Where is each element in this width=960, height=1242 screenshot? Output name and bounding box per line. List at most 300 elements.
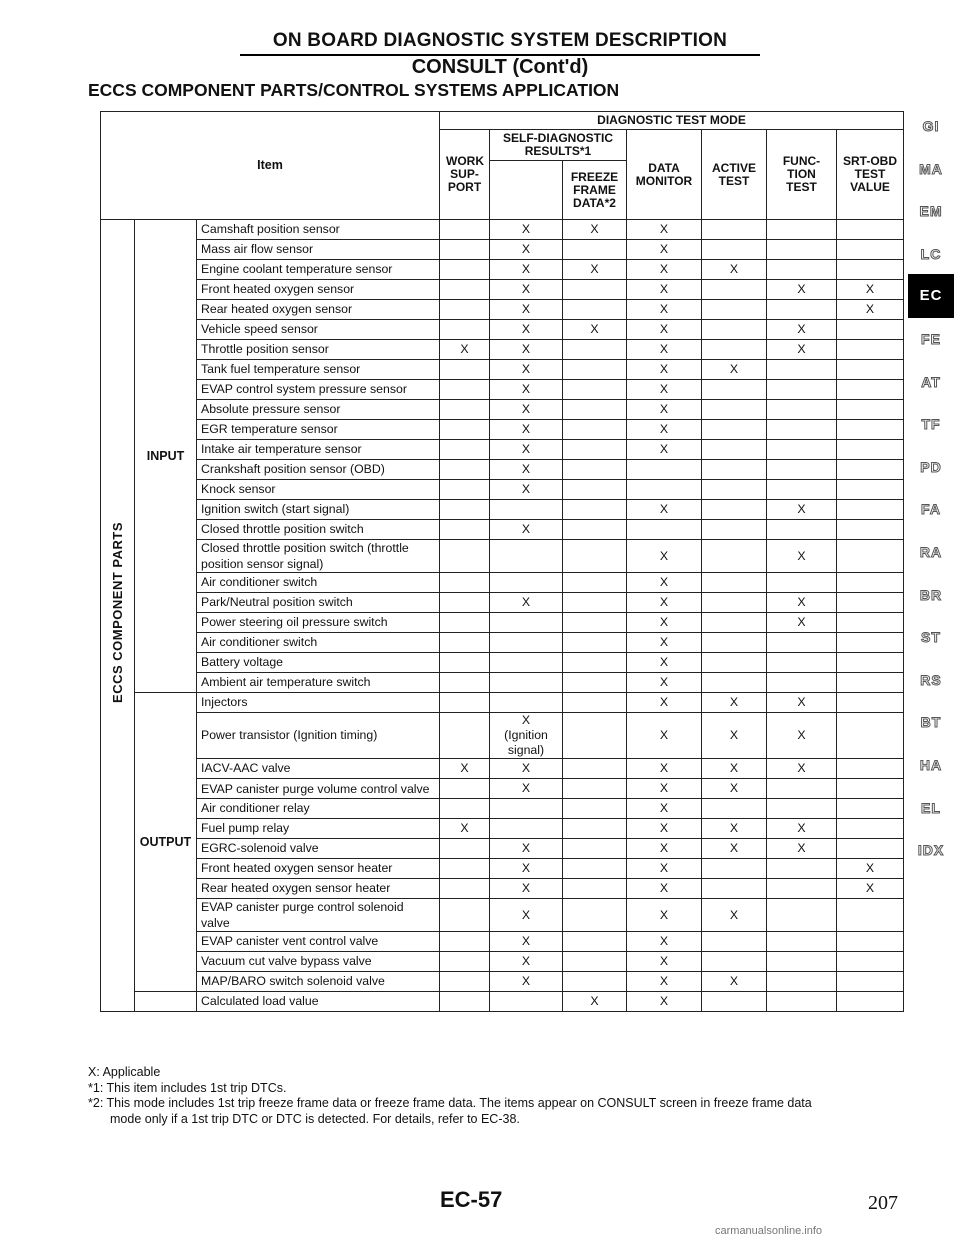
cell-at (702, 380, 767, 400)
cell-at (702, 220, 767, 240)
cell-srt (837, 593, 904, 613)
cell-sd (490, 819, 563, 839)
cell-sd (490, 713, 563, 759)
cell-at (702, 440, 767, 460)
cell-srt (837, 972, 904, 992)
cell-dm: X (627, 400, 702, 420)
cell-srt (837, 992, 904, 1012)
cell-ff (563, 380, 627, 400)
cell-sd (490, 540, 563, 573)
table-row (101, 440, 904, 460)
section-tab-el[interactable]: EL (921, 799, 941, 816)
cell-ff (563, 799, 627, 819)
cell-dm: X (627, 653, 702, 673)
note-1: *1: This item includes 1st trip DTCs. (88, 1080, 287, 1095)
cell-ft (767, 240, 837, 260)
table-row (101, 460, 904, 480)
cell-srt (837, 400, 904, 420)
cell-at: X (702, 899, 767, 932)
input-label: INPUT (135, 220, 197, 693)
cell-sd: X (490, 400, 563, 420)
cell-at (702, 280, 767, 300)
item-name: Tank fuel temperature sensor (197, 360, 440, 380)
cell-srt (837, 673, 904, 693)
cell-ff (563, 713, 627, 759)
cell-dm (627, 520, 702, 540)
item-name: Mass air flow sensor (197, 240, 440, 260)
cell-ft: X (767, 593, 837, 613)
group-label-cell (101, 220, 135, 1012)
table-row (101, 653, 904, 673)
cell-ws (440, 360, 490, 380)
cell-dm: X (627, 593, 702, 613)
cell-sd (490, 653, 563, 673)
cell-ft: X (767, 759, 837, 779)
cell-dm: X (627, 972, 702, 992)
cell-ft: X (767, 340, 837, 360)
cell-sd: X (490, 320, 563, 340)
cell-sd: X (490, 899, 563, 932)
cell-ff (563, 400, 627, 420)
table-row (101, 992, 904, 1012)
cell-dm: X (627, 320, 702, 340)
col-self-diagnostic: SELF-DIAGNOSTIC RESULTS*1 (490, 130, 627, 161)
item-name: IACV-AAC valve (197, 759, 440, 779)
cell-ws: X (440, 759, 490, 779)
cell-sd: X (490, 240, 563, 260)
cell-ff (563, 480, 627, 500)
cell-at (702, 420, 767, 440)
cell-sd: X (490, 340, 563, 360)
item-name: Absolute pressure sensor (197, 400, 440, 420)
table-row (101, 320, 904, 340)
cell-ws (440, 839, 490, 859)
cell-dm: X (627, 819, 702, 839)
cell-sd (490, 633, 563, 653)
cell-dm: X (627, 879, 702, 899)
cell-dm: X (627, 280, 702, 300)
cell-ft (767, 460, 837, 480)
cell-srt (837, 540, 904, 573)
item-name: Rear heated oxygen sensor heater (197, 879, 440, 899)
item-name: Vehicle speed sensor (197, 320, 440, 340)
cell-srt (837, 240, 904, 260)
section-tab-gi[interactable]: GI (922, 118, 940, 134)
item-name: Park/Neutral position switch (197, 593, 440, 613)
item-name: Air conditioner relay (197, 799, 440, 819)
cell-ft (767, 673, 837, 693)
cell-srt (837, 613, 904, 633)
cell-sd: X (490, 460, 563, 480)
item-name: Closed throttle position switch (197, 520, 440, 540)
cell-ff (563, 952, 627, 972)
cell-ws (440, 400, 490, 420)
table-row (101, 593, 904, 613)
col-active-test: ACTIVE TEST (702, 130, 767, 220)
cell-sd: X (490, 520, 563, 540)
cell-sd: X (490, 300, 563, 320)
cell-ft (767, 859, 837, 879)
cell-ff (563, 879, 627, 899)
cell-dm: X (627, 633, 702, 653)
cell-sd: X (490, 360, 563, 380)
cell-ws (440, 673, 490, 693)
cell-ft (767, 899, 837, 932)
cell-ws (440, 380, 490, 400)
cell-at: X (702, 713, 767, 759)
item-name: Knock sensor (197, 480, 440, 500)
mark-x: X (521, 713, 531, 727)
cell-srt (837, 320, 904, 340)
cell-srt (837, 380, 904, 400)
cell-ws (440, 693, 490, 713)
cell-dm: X (627, 240, 702, 260)
item-name: MAP/BARO switch solenoid valve (197, 972, 440, 992)
cell-sd: X (490, 260, 563, 280)
cell-ft (767, 932, 837, 952)
cell-ws (440, 952, 490, 972)
cell-ft (767, 972, 837, 992)
cell-at (702, 480, 767, 500)
cell-at: X (702, 779, 767, 799)
table-row (101, 500, 904, 520)
cell-ws (440, 440, 490, 460)
table-row (101, 713, 904, 759)
diag-mode-header: DIAGNOSTIC TEST MODE (440, 112, 904, 130)
cell-ff (563, 420, 627, 440)
cell-dm (627, 460, 702, 480)
cell-at: X (702, 360, 767, 380)
cell-ft (767, 300, 837, 320)
cell-ft: X (767, 540, 837, 573)
cell-at (702, 879, 767, 899)
cell-at (702, 932, 767, 952)
section-tab-em[interactable]: EM (919, 203, 943, 220)
cell-ft (767, 380, 837, 400)
cell-ff (563, 633, 627, 653)
item-name: Engine coolant temperature sensor (197, 260, 440, 280)
cell-dm: X (627, 300, 702, 320)
diagnostic-table (100, 111, 904, 1012)
item-name: Closed throttle position switch (throttle position sensor signal) (197, 540, 440, 573)
cell-sd (490, 613, 563, 633)
cell-srt (837, 759, 904, 779)
cell-srt (837, 819, 904, 839)
col-work-support: WORK SUP- PORT (440, 130, 490, 220)
cell-ff (563, 899, 627, 932)
cell-ws (440, 500, 490, 520)
cell-srt: X (837, 859, 904, 879)
table-row (101, 859, 904, 879)
cell-ws (440, 300, 490, 320)
cell-ff: X (563, 320, 627, 340)
cell-at: X (702, 260, 767, 280)
cell-srt (837, 932, 904, 952)
cell-ff (563, 972, 627, 992)
cell-at (702, 300, 767, 320)
item-name: Battery voltage (197, 653, 440, 673)
table-row (101, 420, 904, 440)
cell-ws (440, 633, 490, 653)
cell-at (702, 859, 767, 879)
cell-sd: X (490, 480, 563, 500)
cell-sd: X (490, 593, 563, 613)
cell-srt (837, 460, 904, 480)
cell-at: X (702, 693, 767, 713)
cell-ws (440, 593, 490, 613)
cell-dm: X (627, 500, 702, 520)
table-row (101, 673, 904, 693)
table-row (101, 819, 904, 839)
cell-at (702, 520, 767, 540)
cell-srt (837, 440, 904, 460)
document-title: ON BOARD DIAGNOSTIC SYSTEM DESCRIPTION (272, 30, 728, 51)
item-name: Crankshaft position sensor (OBD) (197, 460, 440, 480)
cell-sd (490, 573, 563, 593)
cell-at (702, 673, 767, 693)
item-name: Front heated oxygen sensor heater (197, 859, 440, 879)
section-tab-at[interactable]: AT (921, 373, 941, 390)
cell-ws (440, 779, 490, 799)
cell-at (702, 500, 767, 520)
cell-dm: X (627, 380, 702, 400)
cell-srt (837, 839, 904, 859)
cell-ft: X (767, 320, 837, 340)
cell-ff (563, 540, 627, 573)
cell-ff (563, 500, 627, 520)
cell-at: X (702, 839, 767, 859)
section-tab-bt[interactable]: BT (920, 714, 942, 731)
cell-at (702, 799, 767, 819)
item-name: Rear heated oxygen sensor (197, 300, 440, 320)
cell-ff (563, 759, 627, 779)
cell-ft: X (767, 613, 837, 633)
note-2: *2: This mode includes 1st trip freeze frame data or freeze frame data. The items appear on CONSULT screen in freeze frame data (88, 1096, 812, 1110)
table-row (101, 952, 904, 972)
section-tab-tf[interactable]: TF (921, 416, 941, 433)
section-tab-ra[interactable]: RA (919, 543, 943, 560)
cell-ws (440, 713, 490, 759)
section-title: ECCS COMPONENT PARTS/CONTROL SYSTEMS APPLICATION (88, 80, 620, 100)
cell-ff (563, 859, 627, 879)
section-tab-ec[interactable]: EC (908, 274, 954, 318)
cell-ft (767, 633, 837, 653)
cell-srt (837, 693, 904, 713)
cell-dm: X (627, 992, 702, 1012)
item-name: EVAP canister purge control solenoid valve (197, 899, 440, 932)
cell-srt: X (837, 879, 904, 899)
cell-ws (440, 859, 490, 879)
cell-ft: X (767, 693, 837, 713)
table-row (101, 573, 904, 593)
cell-dm: X (627, 613, 702, 633)
cell-dm: X (627, 360, 702, 380)
cell-ws: X (440, 819, 490, 839)
section-index-tabs (908, 110, 954, 877)
cell-ws (440, 932, 490, 952)
cell-sd: X (490, 859, 563, 879)
footnotes (88, 1065, 908, 1127)
cell-ff (563, 653, 627, 673)
cell-at: X (702, 819, 767, 839)
self-diag-sub-blank (490, 161, 563, 220)
cell-at (702, 340, 767, 360)
page-code: EC-57 (440, 1187, 503, 1212)
cell-ff (563, 573, 627, 593)
cell-at (702, 573, 767, 593)
cell-dm: X (627, 693, 702, 713)
cell-sd: X (490, 759, 563, 779)
cell-dm: X (627, 340, 702, 360)
cell-dm: X (627, 440, 702, 460)
cell-sd: X (490, 420, 563, 440)
cell-ws (440, 653, 490, 673)
section-tab-fe[interactable]: FE (921, 330, 941, 347)
cell-ft (767, 879, 837, 899)
cell-ff (563, 779, 627, 799)
cell-srt (837, 500, 904, 520)
cell-dm: X (627, 799, 702, 819)
cell-ff: X (563, 260, 627, 280)
cell-ft (767, 420, 837, 440)
output-label: OUTPUT (135, 693, 197, 992)
cell-at: X (702, 972, 767, 992)
page-number: 207 (868, 1192, 898, 1214)
cell-ff (563, 360, 627, 380)
cell-ft (767, 440, 837, 460)
watermark: carmanualsonline.info (715, 1225, 823, 1237)
cell-ft (767, 260, 837, 280)
col-data-monitor: DATA MONITOR (627, 130, 702, 220)
cell-at (702, 400, 767, 420)
cell-ws: X (440, 340, 490, 360)
cell-srt: X (837, 300, 904, 320)
item-name: Throttle position sensor (197, 340, 440, 360)
cell-at (702, 992, 767, 1012)
table-row (101, 779, 904, 799)
cell-sd: X (490, 879, 563, 899)
section-tab-br[interactable]: BR (919, 586, 943, 603)
cell-sd: X (490, 839, 563, 859)
cell-at (702, 240, 767, 260)
section-tab-st[interactable]: ST (921, 629, 941, 646)
cell-ff (563, 460, 627, 480)
cell-srt (837, 420, 904, 440)
cell-ff (563, 440, 627, 460)
cell-srt (837, 779, 904, 799)
cell-ws (440, 420, 490, 440)
cell-ff (563, 300, 627, 320)
cell-srt (837, 653, 904, 673)
cell-ft (767, 220, 837, 240)
section-tab-idx[interactable]: IDX (917, 842, 945, 859)
cell-ff (563, 613, 627, 633)
cell-ff (563, 340, 627, 360)
cell-ft (767, 520, 837, 540)
cell-ws (440, 460, 490, 480)
cell-srt (837, 573, 904, 593)
cell-ws (440, 280, 490, 300)
item-name: EGRC-solenoid valve (197, 839, 440, 859)
cell-at (702, 460, 767, 480)
cell-srt (837, 480, 904, 500)
cell-ws (440, 520, 490, 540)
cell-at (702, 593, 767, 613)
cell-srt (837, 360, 904, 380)
cell-at (702, 633, 767, 653)
item-name: Injectors (197, 693, 440, 713)
cell-ws (440, 972, 490, 992)
cell-at (702, 540, 767, 573)
table-row (101, 240, 904, 260)
cell-ff (563, 839, 627, 859)
item-name: Vacuum cut valve bypass valve (197, 952, 440, 972)
cell-ff: X (563, 220, 627, 240)
cell-sd (490, 500, 563, 520)
cell-srt (837, 220, 904, 240)
section-tab-ha[interactable]: HA (919, 756, 943, 773)
table-row (101, 972, 904, 992)
cell-dm: X (627, 759, 702, 779)
cell-ws (440, 480, 490, 500)
cell-dm: X (627, 573, 702, 593)
cell-srt: X (837, 280, 904, 300)
cell-ff (563, 932, 627, 952)
section-tab-rs[interactable]: RS (920, 671, 942, 688)
cell-dm (627, 480, 702, 500)
cell-sd: X (490, 380, 563, 400)
cell-ws (440, 220, 490, 240)
cell-dm: X (627, 673, 702, 693)
cell-sd: X (490, 280, 563, 300)
cell-ff (563, 520, 627, 540)
group-label: ECCS COMPONENT PARTS (110, 522, 125, 703)
table-row (101, 480, 904, 500)
item-name: EVAP control system pressure sensor (197, 380, 440, 400)
table-row (101, 340, 904, 360)
section-tab-ma[interactable]: MA (919, 160, 943, 177)
cell-sd (490, 693, 563, 713)
cell-dm: X (627, 859, 702, 879)
cell-ws (440, 540, 490, 573)
section-tab-lc[interactable]: LC (920, 245, 942, 262)
cell-sd (490, 992, 563, 1012)
cell-ff (563, 240, 627, 260)
item-name: Air conditioner switch (197, 633, 440, 653)
item-name: EGR temperature sensor (197, 420, 440, 440)
item-name: Intake air temperature sensor (197, 440, 440, 460)
cell-ft (767, 992, 837, 1012)
note-2-cont: mode only if a 1st trip DTC or DTC is detected. For details, refer to EC-38. (110, 1111, 520, 1126)
table-row (101, 932, 904, 952)
cell-ff (563, 280, 627, 300)
table-row (101, 300, 904, 320)
table-row (101, 220, 904, 240)
section-tab-fa[interactable]: FA (921, 501, 941, 518)
cell-ws (440, 992, 490, 1012)
cell-dm: X (627, 540, 702, 573)
section-tab-pd[interactable]: PD (920, 458, 942, 475)
cell-ff (563, 593, 627, 613)
cell-ff: X (563, 992, 627, 1012)
cell-srt (837, 633, 904, 653)
table-row (101, 280, 904, 300)
page-header (240, 30, 760, 52)
item-name: Air conditioner switch (197, 573, 440, 593)
document-subtitle: CONSULT (Cont'd) (411, 56, 589, 78)
cell-dm: X (627, 839, 702, 859)
cell-sd: X (490, 972, 563, 992)
